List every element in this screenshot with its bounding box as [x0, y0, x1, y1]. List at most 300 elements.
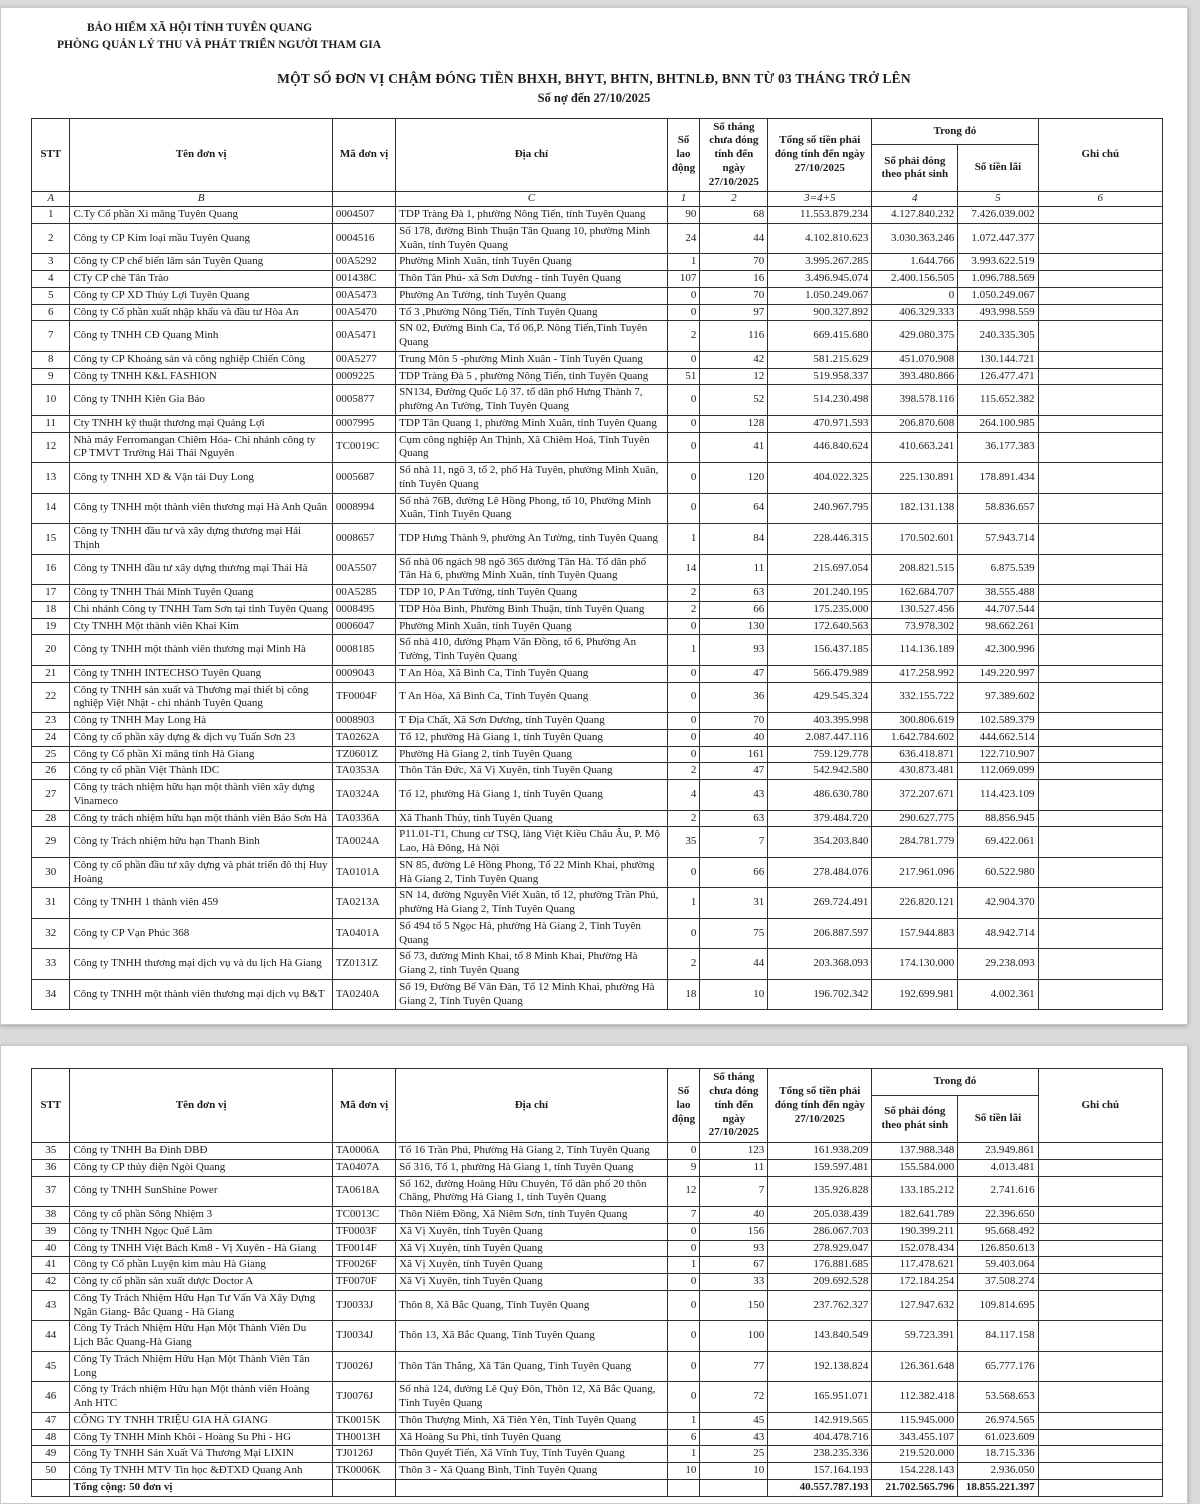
- cell-months-unpaid: 11: [700, 554, 768, 585]
- cell-note: [1038, 1143, 1162, 1160]
- col-header-unit-name: Tên đơn vị: [70, 1069, 332, 1143]
- table-row: [32, 368, 1163, 385]
- cell-stt: 6: [32, 304, 70, 321]
- table-row: [32, 321, 1163, 352]
- table-row: [32, 888, 1163, 919]
- letter-cell: 2: [700, 192, 768, 207]
- cell-arising-due: 284.781.779: [872, 827, 958, 858]
- cell-employees: 2: [667, 601, 700, 618]
- cell-company-name: Công ty CP chế biến lâm sản Tuyên Quang: [70, 254, 332, 271]
- cell-interest: 48.942.714: [958, 918, 1038, 949]
- cell-note: [1038, 1321, 1162, 1352]
- table-row: [32, 1446, 1163, 1463]
- cell-months-unpaid: 12: [700, 368, 768, 385]
- cell-employees: 0: [667, 304, 700, 321]
- cell-interest: 26.974.565: [958, 1412, 1038, 1429]
- table-row: [32, 979, 1163, 1010]
- cell-months-unpaid: 150: [700, 1290, 768, 1321]
- cell-employees: 1: [667, 635, 700, 666]
- cell-address: Thôn Tân Thắng, Xã Tân Quang, Tỉnh Tuyên Quang: [396, 1351, 667, 1382]
- cell-total-due: 203.368.093: [768, 949, 872, 980]
- cell-note: [1038, 585, 1162, 602]
- cell-employees: 0: [667, 463, 700, 494]
- cell-employees: 2: [667, 763, 700, 780]
- cell-employees: 1: [667, 1257, 700, 1274]
- cell-company-name: Công ty TNHH SunShine Power: [70, 1176, 332, 1207]
- table-row: [32, 1143, 1163, 1160]
- cell-arising-due: 398.578.116: [872, 385, 958, 416]
- table-row: [32, 1223, 1163, 1240]
- table-row: [32, 682, 1163, 713]
- col-header-stt: STT: [32, 1069, 70, 1143]
- cell-months-unpaid: 130: [700, 618, 768, 635]
- cell-employees: 0: [667, 1290, 700, 1321]
- cell-months-unpaid: [700, 1479, 768, 1496]
- cell-address: SN 85, đường Lê Hồng Phong, Tổ 22 Minh Khai, phường Hà Giang 2, Tỉnh Tuyên Quang: [396, 857, 667, 888]
- cell-address: Thôn Thượng Minh, Xã Tiên Yên, Tỉnh Tuyên Quang: [396, 1412, 667, 1429]
- cell-company-name: Công ty cổ phần sản xuất dược Doctor A: [70, 1274, 332, 1291]
- cell-unit-code: TA0324A: [332, 780, 395, 811]
- cell-arising-due: 636.418.871: [872, 746, 958, 763]
- cell-address: Xã Hoàng Su Phì, tỉnh Tuyên Quang: [396, 1429, 667, 1446]
- cell-arising-due: 451.070.908: [872, 351, 958, 368]
- cell-note: [1038, 635, 1162, 666]
- cell-company-name: Chi nhánh Công ty TNHH Tam Sơn tại tỉnh Tuyên Quang: [70, 601, 332, 618]
- cell-address: Xã Vị Xuyên, tỉnh Tuyên Quang: [396, 1274, 667, 1291]
- cell-employees: 0: [667, 287, 700, 304]
- cell-interest: 36.177.383: [958, 432, 1038, 463]
- cell-company-name: Công ty TNHH Việt Bách Km8 - Vị Xuyên - Hà Giang: [70, 1240, 332, 1257]
- cell-arising-due: 182.641.789: [872, 1207, 958, 1224]
- cell-months-unpaid: 120: [700, 463, 768, 494]
- cell-interest: 95.668.492: [958, 1223, 1038, 1240]
- cell-unit-code: TA0618A: [332, 1176, 395, 1207]
- cell-arising-due: 0: [872, 287, 958, 304]
- table-row: [32, 857, 1163, 888]
- cell-months-unpaid: 63: [700, 810, 768, 827]
- cell-interest: 112.069.099: [958, 763, 1038, 780]
- cell-note: [1038, 780, 1162, 811]
- cell-note: [1038, 463, 1162, 494]
- total-label: Tổng cộng: 50 đơn vị: [70, 1479, 332, 1496]
- cell-address: Phường Hà Giang 2, tỉnh Tuyên Quang: [396, 746, 667, 763]
- cell-interest: 61.023.609: [958, 1429, 1038, 1446]
- cell-stt: 15: [32, 524, 70, 555]
- cell-stt: 33: [32, 949, 70, 980]
- cell-stt: 21: [32, 665, 70, 682]
- cell-arising-due: 217.961.096: [872, 857, 958, 888]
- cell-stt: 16: [32, 554, 70, 585]
- cell-employees: 0: [667, 415, 700, 432]
- cell-unit-code: TZ0131Z: [332, 949, 395, 980]
- cell-employees: 0: [667, 682, 700, 713]
- cell-arising-due: 372.207.671: [872, 780, 958, 811]
- cell-months-unpaid: 68: [700, 207, 768, 224]
- cell-months-unpaid: 16: [700, 271, 768, 288]
- cell-unit-code: TJ0076J: [332, 1382, 395, 1413]
- cell-months-unpaid: 7: [700, 827, 768, 858]
- cell-employees: 18: [667, 979, 700, 1010]
- cell-company-name: Công ty TNHH Ba Đình DBĐ: [70, 1143, 332, 1160]
- cell-total-due: 196.702.342: [768, 979, 872, 1010]
- cell-employees: 0: [667, 1274, 700, 1291]
- cell-note: [1038, 665, 1162, 682]
- cell-months-unpaid: 70: [700, 287, 768, 304]
- col-header-total-due: Tổng số tiền phải đóng tính đến ngày 27/10/2025: [768, 1069, 872, 1143]
- cell-company-name: Công ty CP Kim loại mầu Tuyên Quang: [70, 223, 332, 254]
- cell-unit-code: TA0240A: [332, 979, 395, 1010]
- cell-employees: 9: [667, 1159, 700, 1176]
- cell-months-unpaid: 64: [700, 493, 768, 524]
- cell-total-due: 900.327.892: [768, 304, 872, 321]
- cell-stt: 28: [32, 810, 70, 827]
- cell-unit-code: 00A5473: [332, 287, 395, 304]
- cell-months-unpaid: 66: [700, 601, 768, 618]
- cell-interest: 18.715.336: [958, 1446, 1038, 1463]
- cell-company-name: Công ty CP Khoáng sản và công nghiệp Chiến Công: [70, 351, 332, 368]
- cell-address: Số 178, đường Bình Thuận Tân Quang 10, phường Minh Xuân, tỉnh Tuyên Quang: [396, 223, 667, 254]
- col-header-note: Ghi chú: [1038, 118, 1162, 192]
- cell-total-due: 143.840.549: [768, 1321, 872, 1352]
- cell-interest: 22.396.650: [958, 1207, 1038, 1224]
- table-row: [32, 635, 1163, 666]
- cell-stt: 37: [32, 1176, 70, 1207]
- cell-address: TDP Tràng Đà 1, phường Nông Tiến, tỉnh Tuyên Quang: [396, 207, 667, 224]
- cell-stt: 40: [32, 1240, 70, 1257]
- table-head: [32, 118, 1163, 192]
- table-row: [32, 493, 1163, 524]
- cell-note: [1038, 1412, 1162, 1429]
- cell-employees: 2: [667, 321, 700, 352]
- cell-company-name: Công Ty TNHH MTV Tin học &ĐTXD Quang Anh: [70, 1463, 332, 1480]
- cell-total-due: 379.484.720: [768, 810, 872, 827]
- cell-unit-code: TF0004F: [332, 682, 395, 713]
- org-name: BẢO HIỂM XÃ HỘI TỈNH TUYÊN QUANG: [87, 22, 313, 34]
- cell-arising-due: 429.080.375: [872, 321, 958, 352]
- cell-interest: 59.403.064: [958, 1257, 1038, 1274]
- debt-table-page-1: [31, 118, 1163, 1011]
- cell-stt: 36: [32, 1159, 70, 1176]
- cell-total-due: 142.919.565: [768, 1412, 872, 1429]
- cell-company-name: CÔNG TY TNHH TRIỆU GIA HÀ GIANG: [70, 1412, 332, 1429]
- cell-arising-due: 114.136.189: [872, 635, 958, 666]
- cell-company-name: Công ty CP XD Thủy Lợi Tuyên Quang: [70, 287, 332, 304]
- cell-months-unpaid: 31: [700, 888, 768, 919]
- cell-employees: 6: [667, 1429, 700, 1446]
- cell-arising-due: 190.399.211: [872, 1223, 958, 1240]
- cell-note: [1038, 888, 1162, 919]
- cell-months-unpaid: 93: [700, 635, 768, 666]
- cell-stt: 7: [32, 321, 70, 352]
- cell-stt: 10: [32, 385, 70, 416]
- cell-total-due: 3.995.267.285: [768, 254, 872, 271]
- cell-stt: 42: [32, 1274, 70, 1291]
- table-row: [32, 1321, 1163, 1352]
- cell-months-unpaid: 66: [700, 857, 768, 888]
- cell-total-due: 206.887.597: [768, 918, 872, 949]
- cell-company-name: Công ty TNHH một thành viên thương mại Minh Hà: [70, 635, 332, 666]
- cell-months-unpaid: 84: [700, 524, 768, 555]
- cell-stt: 17: [32, 585, 70, 602]
- table-row: [32, 746, 1163, 763]
- col-header-arising-due: Số phải đóng theo phát sinh: [872, 1096, 958, 1143]
- table-row: [32, 618, 1163, 635]
- cell-company-name: Cty TNHH kỹ thuật thương mại Quảng Lợi: [70, 415, 332, 432]
- cell-company-name: Công ty cổ phần Việt Thành IDC: [70, 763, 332, 780]
- cell-address: Số nhà 11, ngõ 3, tổ 2, phố Hà Tuyên, phường Minh Xuân, tỉnh Tuyên Quang: [396, 463, 667, 494]
- cell-unit-code: 001438C: [332, 271, 395, 288]
- cell-company-name: Công ty TNHH Kiên Gia Bảo: [70, 385, 332, 416]
- cell-stt: 3: [32, 254, 70, 271]
- cell-interest: 69.422.061: [958, 827, 1038, 858]
- cell-months-unpaid: 67: [700, 1257, 768, 1274]
- table-row: [32, 780, 1163, 811]
- cell-note: [1038, 746, 1162, 763]
- cell-arising-due: 117.478.621: [872, 1257, 958, 1274]
- letter-cell: B: [70, 192, 332, 207]
- table-row: [32, 665, 1163, 682]
- cell-months-unpaid: 100: [700, 1321, 768, 1352]
- table-row: [32, 554, 1163, 585]
- cell-note: [1038, 432, 1162, 463]
- cell-employees: 0: [667, 432, 700, 463]
- cell-interest: 7.426.039.002: [958, 207, 1038, 224]
- cell-months-unpaid: 47: [700, 763, 768, 780]
- cell-stt: 27: [32, 780, 70, 811]
- cell-stt: 14: [32, 493, 70, 524]
- cell-unit-code: TK0006K: [332, 1463, 395, 1480]
- cell-address: Thôn Quyết Tiến, Xã Vĩnh Tuy, Tỉnh Tuyên Quang: [396, 1446, 667, 1463]
- cell-address: SN134, Đường Quốc Lộ 37. tổ dân phố Hưng Thành 7, phường An Tường, Tỉnh Tuyên Quang: [396, 385, 667, 416]
- cell-total-due: 2.087.447.116: [768, 729, 872, 746]
- cell-interest: 240.335.305: [958, 321, 1038, 352]
- cell-stt: 25: [32, 746, 70, 763]
- cell-stt: 46: [32, 1382, 70, 1413]
- cell-company-name: Công Ty TNHH Sản Xuất Và Thương Mại LIXIN: [70, 1446, 332, 1463]
- cell-employees: 1: [667, 888, 700, 919]
- cell-interest: 60.522.980: [958, 857, 1038, 888]
- cell-company-name: Công ty TNHH 1 thành viên 459: [70, 888, 332, 919]
- cell-stt: 26: [32, 763, 70, 780]
- col-header-employees: Số lao động: [667, 118, 700, 192]
- cell-company-name: Công ty TNHH một thành viên thương mại dịch vụ B&T: [70, 979, 332, 1010]
- cell-months-unpaid: 25: [700, 1446, 768, 1463]
- cell-total-due: 429.545.324: [768, 682, 872, 713]
- cell-address: Số nhà 06 ngách 98 ngõ 365 đường Tân Hà. Tổ dân phố Tân Hà 6, phường Minh Xuân, tỉnh Tuyên Quang: [396, 554, 667, 585]
- cell-arising-due: 393.480.866: [872, 368, 958, 385]
- cell-interest: 84.117.158: [958, 1321, 1038, 1352]
- cell-employees: 0: [667, 351, 700, 368]
- debt-table-page-2: [31, 1068, 1163, 1496]
- cell-employees: 2: [667, 949, 700, 980]
- cell-unit-code: TJ0126J: [332, 1446, 395, 1463]
- cell-employees: 0: [667, 385, 700, 416]
- cell-unit-code: TK0015K: [332, 1412, 395, 1429]
- cell-interest: 29.238.093: [958, 949, 1038, 980]
- cell-note: [1038, 618, 1162, 635]
- cell-company-name: Công ty cổ phần Sông Nhiệm 3: [70, 1207, 332, 1224]
- cell-interest: 4.013.481: [958, 1159, 1038, 1176]
- table-row: [32, 351, 1163, 368]
- cell-company-name: Công ty TNHH thương mại dịch vụ và du lịch Hà Giang: [70, 949, 332, 980]
- cell-note: [1038, 493, 1162, 524]
- cell-total-due: 404.022.325: [768, 463, 872, 494]
- letter-cell: 3=4+5: [768, 192, 872, 207]
- table-row: [32, 432, 1163, 463]
- cell-employees: 12: [667, 1176, 700, 1207]
- cell-months-unpaid: 33: [700, 1274, 768, 1291]
- table-body-page-2: [32, 1143, 1163, 1480]
- cell-address: Xã Vị Xuyên, tỉnh Tuyên Quang: [396, 1257, 667, 1274]
- table-row: [32, 271, 1163, 288]
- cell-unit-code: TA0407A: [332, 1159, 395, 1176]
- cell-address: Phường Minh Xuân, tỉnh Tuyên Quang: [396, 618, 667, 635]
- cell-unit-code: 0005687: [332, 463, 395, 494]
- cell-stt: 48: [32, 1429, 70, 1446]
- cell-stt: 9: [32, 368, 70, 385]
- cell-company-name: Công ty TNHH đầu tư và xây dựng thương mại Hải Thịnh: [70, 524, 332, 555]
- cell-address: Tổ 16 Trần Phú, Phường Hà Giang 2, Tỉnh Tuyên Quang: [396, 1143, 667, 1160]
- cell-unit-code: TF0003F: [332, 1223, 395, 1240]
- cell-months-unpaid: 161: [700, 746, 768, 763]
- cell-note: [1038, 763, 1162, 780]
- cell-unit-code: 00A5285: [332, 585, 395, 602]
- cell-company-name: Công ty TNHH sản xuất và Thương mại thiết bị công nghiệp Việt Nhật - chi nhánh Tuyên Quang: [70, 682, 332, 713]
- cell-total-due: 470.971.593: [768, 415, 872, 432]
- column-letter-row: [32, 192, 1163, 207]
- cell-months-unpaid: 72: [700, 1382, 768, 1413]
- cell-employees: [667, 1479, 700, 1496]
- cell-note: [1038, 1463, 1162, 1480]
- cell-unit-code: 0004507: [332, 207, 395, 224]
- cell-interest: 38.555.488: [958, 585, 1038, 602]
- cell-unit-code: TH0013H: [332, 1429, 395, 1446]
- cell-stt: 47: [32, 1412, 70, 1429]
- cell-months-unpaid: 11: [700, 1159, 768, 1176]
- cell-address: Số nhà 76B, đường Lê Hồng Phong, tổ 10, Phường Minh Xuân, Tỉnh Tuyên Quang: [396, 493, 667, 524]
- cell-arising-due: 417.258.992: [872, 665, 958, 682]
- cell-address: Tổ 12, phường Hà Giang 1, tỉnh Tuyên Quang: [396, 729, 667, 746]
- cell-months-unpaid: 10: [700, 1463, 768, 1480]
- cell-arising-due: 133.185.212: [872, 1176, 958, 1207]
- cell-unit-code: 0007995: [332, 415, 395, 432]
- cell-address: T Địa Chất, Xã Sơn Dương, tỉnh Tuyên Quang: [396, 713, 667, 730]
- cell-stt: 49: [32, 1446, 70, 1463]
- cell-employees: 2: [667, 585, 700, 602]
- cell-address: T An Hòa, Xã Bình Ca, Tỉnh Tuyên Quang: [396, 682, 667, 713]
- cell-arising-due: 206.870.608: [872, 415, 958, 432]
- table-row: [32, 1351, 1163, 1382]
- cell-interest: 53.568.653: [958, 1382, 1038, 1413]
- cell-employees: 0: [667, 1223, 700, 1240]
- cell-company-name: Công ty trách nhiệm hữu hạn một thành viên xây dựng Vinameco: [70, 780, 332, 811]
- cell-interest: 1.050.249.067: [958, 287, 1038, 304]
- col-header-months-unpaid: Số tháng chưa đóng tính đến ngày 27/10/2025: [700, 1069, 768, 1143]
- cell-arising-due: 430.873.481: [872, 763, 958, 780]
- cell-interest: 4.002.361: [958, 979, 1038, 1010]
- cell-interest: 114.423.109: [958, 780, 1038, 811]
- cell-total-due: 759.129.778: [768, 746, 872, 763]
- cell-note: [1038, 415, 1162, 432]
- cell-note: [1038, 713, 1162, 730]
- cell-stt: 39: [32, 1223, 70, 1240]
- letter-cell: 5: [958, 192, 1038, 207]
- cell-total-due: 11.553.879.234: [768, 207, 872, 224]
- cell-interest: 149.220.997: [958, 665, 1038, 682]
- cell-unit-code: TZ0601Z: [332, 746, 395, 763]
- cell-employees: 0: [667, 1351, 700, 1382]
- cell-stt: 8: [32, 351, 70, 368]
- cell-note: [1038, 1240, 1162, 1257]
- cell-note: [1038, 827, 1162, 858]
- cell-stt: 22: [32, 682, 70, 713]
- cell-total-due: 157.164.193: [768, 1463, 872, 1480]
- cell-stt: 35: [32, 1143, 70, 1160]
- table-row: [32, 1240, 1163, 1257]
- cell-stt: 43: [32, 1290, 70, 1321]
- cell-arising-due: 406.329.333: [872, 304, 958, 321]
- cell-arising-due: 174.130.000: [872, 949, 958, 980]
- cell-interest: 1.096.788.569: [958, 271, 1038, 288]
- total-amount-due: 40.557.787.193: [768, 1479, 872, 1496]
- table-row: [32, 524, 1163, 555]
- cell-arising-due: 157.944.883: [872, 918, 958, 949]
- cell-arising-due: 192.699.981: [872, 979, 958, 1010]
- col-header-interest: Số tiền lãi: [958, 1096, 1038, 1143]
- org-header: [57, 20, 1187, 55]
- cell-interest: 42.904.370: [958, 888, 1038, 919]
- cell-unit-code: TC0019C: [332, 432, 395, 463]
- cell-total-due: 446.840.624: [768, 432, 872, 463]
- cell-employees: 35: [667, 827, 700, 858]
- cell-months-unpaid: 97: [700, 304, 768, 321]
- cell-address: TDP Hòa Bình, Phường Bình Thuận, tỉnh Tuyên Quang: [396, 601, 667, 618]
- table-row: [32, 463, 1163, 494]
- cell-note: [1038, 1274, 1162, 1291]
- table-row: [32, 1382, 1163, 1413]
- col-header-unit-code: Mã đơn vị: [332, 1069, 395, 1143]
- cell-company-name: Công Ty Trách Nhiệm Hữu Hạn Một Thành Viên Tân Long: [70, 1351, 332, 1382]
- table-row: [32, 1429, 1163, 1446]
- cell-unit-code: 00A5471: [332, 321, 395, 352]
- cell-interest: 2.936.050: [958, 1463, 1038, 1480]
- cell-interest: 2.741.616: [958, 1176, 1038, 1207]
- cell-months-unpaid: 42: [700, 351, 768, 368]
- cell-company-name: Công ty TNHH K&L FASHION: [70, 368, 332, 385]
- table-row: [32, 1159, 1163, 1176]
- cell-unit-code: TC0013C: [332, 1207, 395, 1224]
- cell-arising-due: 4.127.840.232: [872, 207, 958, 224]
- cell-address: Tổ 12, phường Hà Giang 1, tỉnh Tuyên Quang: [396, 780, 667, 811]
- cell-company-name: Công ty TNHH Thái Minh Tuyên Quang: [70, 585, 332, 602]
- cell-unit-code: [332, 1479, 395, 1496]
- cell-arising-due: 343.455.107: [872, 1429, 958, 1446]
- cell-months-unpaid: 45: [700, 1412, 768, 1429]
- col-header-arising-due: Số phải đóng theo phát sinh: [872, 145, 958, 192]
- cell-arising-due: 170.502.601: [872, 524, 958, 555]
- cell-arising-due: 126.361.648: [872, 1351, 958, 1382]
- cell-note: [1038, 321, 1162, 352]
- cell-address: Tổ 3 ,Phường Nông Tiến, Tỉnh Tuyên Quang: [396, 304, 667, 321]
- table-row: [32, 1290, 1163, 1321]
- cell-address: Số nhà 124, đường Lê Quý Đôn, Thôn 12, Xã Bắc Quang, Tỉnh Tuyên Quang: [396, 1382, 667, 1413]
- total-row: [32, 1479, 1163, 1496]
- cell-total-due: 161.938.209: [768, 1143, 872, 1160]
- cell-employees: 0: [667, 1143, 700, 1160]
- table-row: [32, 1412, 1163, 1429]
- table-row: [32, 763, 1163, 780]
- cell-months-unpaid: 43: [700, 1429, 768, 1446]
